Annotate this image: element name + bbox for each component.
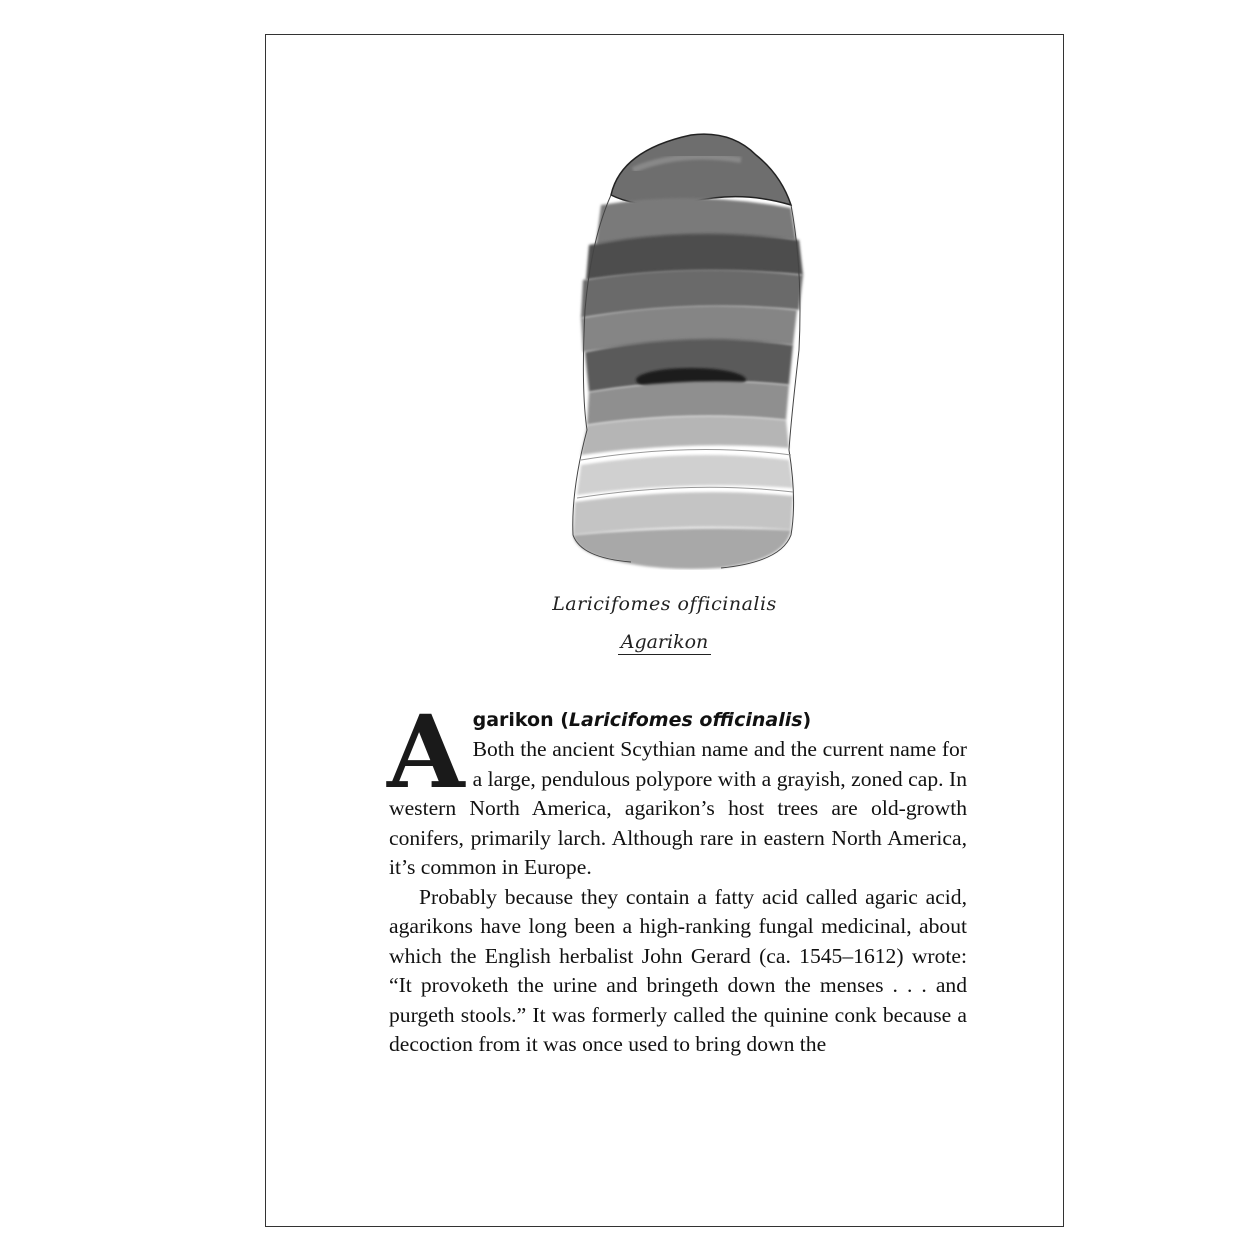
article-body xyxy=(387,693,967,1060)
caption-scientific-name: Laricifomes officinalis xyxy=(552,593,777,615)
entry-heading xyxy=(389,705,967,735)
paragraph-1: Both the ancient Scythian name and the current name for a large, pendulous polypore with a grayish, zoned cap. In western North America, agarikon’s host trees are old-growth conifers, primarily larch. Although rare in eastern North America, it’s common in Europe. xyxy=(389,737,967,879)
heading-scientific: Laricifomes officinalis xyxy=(568,709,803,731)
heading-close: ) xyxy=(802,709,812,731)
caption-common-name xyxy=(266,631,1063,653)
heading-common: garikon ( xyxy=(472,709,569,731)
drop-cap: A xyxy=(387,693,465,811)
agarikon-illustration xyxy=(541,130,831,570)
paragraph-2: Probably because they contain a fatty acid called agaric acid, agarikons have long been a high-ranking fungal medicinal, about which the English herbalist John Gerard (ca. 1545–1612) wrote: “It provoketh the urine and bringeth down the menses . . . and purgeth stools.” It was formerly called the quinine conk because a decoction from it was once used to bring down the xyxy=(389,884,967,1056)
caption-common-name-text: Agarikon xyxy=(618,631,712,655)
book-page xyxy=(265,34,1064,1227)
